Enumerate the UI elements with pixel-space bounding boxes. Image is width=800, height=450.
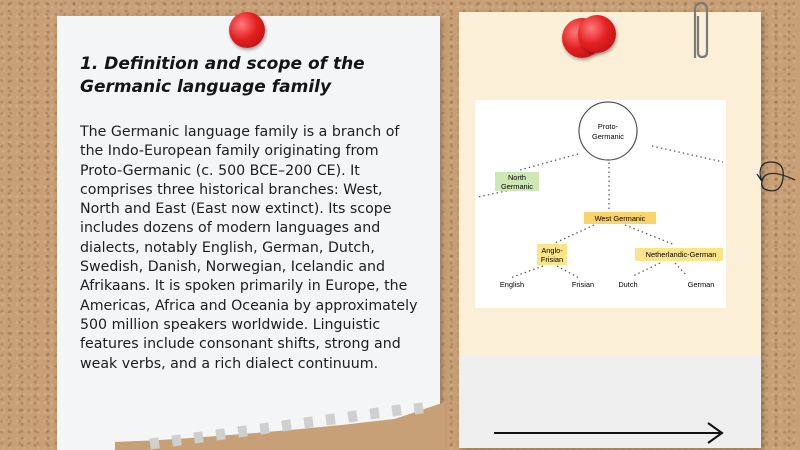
west-node-label: West Germanic bbox=[594, 214, 646, 223]
leaf-frisian: Frisian bbox=[571, 280, 595, 289]
leaf-german: German bbox=[687, 280, 715, 289]
anglo-node-label-line1: Anglo- bbox=[541, 246, 563, 255]
root-node-label-line2: Germanic bbox=[591, 132, 625, 141]
edge-anglo-frisian bbox=[557, 266, 579, 278]
root-node-label-line1: Proto- bbox=[597, 122, 619, 131]
paper-perforation-marks bbox=[140, 395, 440, 450]
red-pushpin-right-front bbox=[578, 15, 616, 53]
section-title: 1. Definition and scope of the Germanic language family bbox=[80, 54, 365, 97]
doodle-curl-arrow bbox=[755, 150, 800, 210]
north-node-label-line1: North bbox=[507, 173, 527, 182]
netherlandic-node-label: Netherlandic-German bbox=[645, 250, 717, 259]
north-node-label-line2: Germanic bbox=[500, 182, 534, 191]
edge-netherlandic-german bbox=[675, 263, 687, 276]
edge-west-anglo bbox=[555, 225, 594, 243]
edge-netherlandic-dutch bbox=[633, 263, 660, 276]
anglo-node-label-line2: Frisian bbox=[540, 255, 564, 264]
root-node bbox=[579, 102, 637, 160]
right-arrow-icon bbox=[492, 420, 727, 446]
language-tree-diagram bbox=[475, 100, 726, 308]
edge-anglo-english bbox=[510, 266, 543, 278]
leaf-english: English bbox=[499, 280, 525, 289]
section-body-text: The Germanic language family is a branch of the Indo-European family originating from Proto-Germanic (c. 500 BCE–200 CE). It comprises three historical branches: West, North and East (East now extinct). Its scope includes dozens of modern languages and dialects, notably English, German, Dutch, Swedish, Danish, Norwegian, Icelandic and Afrikaans. It is spoken primarily in Europe, the Americas, Africa and Oceania by approximately 500 million speakers worldwide. Linguistic features include consonant shifts, strong and weak verbs, and a rich dialect continuum. bbox=[80, 124, 418, 372]
edge-west-netherlandic bbox=[625, 225, 675, 245]
red-pushpin-left bbox=[229, 12, 265, 48]
leaf-dutch: Dutch bbox=[618, 280, 638, 289]
edge-root-north bbox=[520, 154, 578, 170]
paperclip-icon bbox=[685, 0, 715, 60]
edge-root-out bbox=[652, 146, 723, 162]
